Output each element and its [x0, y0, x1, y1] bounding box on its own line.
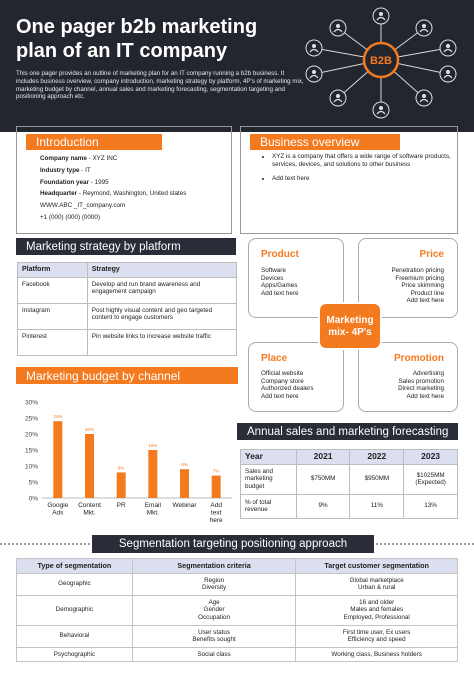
- user-head-icon: [422, 24, 426, 28]
- mix-center-line1: Marketing: [326, 315, 374, 326]
- b2b-network-graphic: [300, 0, 474, 132]
- promotion-item: Sales promotion: [398, 377, 444, 385]
- segmentation-type: Psychographic: [17, 647, 133, 662]
- segmentation-criteria: [132, 647, 296, 662]
- col-2023: 2023: [404, 450, 458, 465]
- price-item: Freemium pricing: [395, 274, 444, 282]
- table-row: [17, 595, 458, 625]
- segmentation-target-line: 16 and older: [359, 598, 395, 606]
- y-tick-label: 0%: [28, 495, 38, 503]
- y-tick-label: 25%: [24, 415, 38, 423]
- table-row: % of total revenue 9% 11% 13%: [241, 494, 458, 518]
- segmentation-heading: Segmentation targeting positioning approach: [92, 535, 374, 553]
- price-item: Penetration pricing: [391, 267, 444, 274]
- introduction-heading: Introduction: [26, 134, 162, 150]
- place-block: [261, 353, 341, 400]
- table-row: [17, 625, 458, 647]
- price-item: Add text here: [406, 297, 444, 305]
- table-row: [17, 573, 458, 595]
- x-tick-label: Google: [47, 502, 69, 509]
- bar-data-label: 8%: [117, 465, 125, 471]
- promotion-item: Advertising: [412, 370, 444, 377]
- y-tick-label: 30%: [24, 399, 38, 407]
- b2b-badge-label: B2B: [369, 55, 393, 67]
- budget-bar: [148, 450, 157, 498]
- segmentation-target-line: Urban & rural: [357, 584, 396, 592]
- user-head-icon: [336, 94, 340, 98]
- price-item: Product line: [410, 289, 444, 297]
- col-type: Type of segmentation: [17, 559, 133, 574]
- marketing-mix-center: [318, 302, 382, 350]
- marketing-strategy-table: [17, 262, 237, 356]
- user-head-icon: [422, 94, 426, 98]
- table-row: [17, 647, 458, 662]
- place-item: Add text here: [261, 392, 299, 400]
- table-row: Pinterest Pin website links to increase website traffic: [18, 329, 237, 355]
- segmentation-criteria-line: Age: [208, 598, 220, 606]
- product-item: Devices: [261, 274, 284, 282]
- y-tick-label: 10%: [24, 463, 38, 471]
- segmentation-target-line: Males and females: [350, 606, 404, 614]
- segmentation-table: [16, 558, 458, 662]
- product-block: [261, 249, 341, 297]
- budget-bar: [53, 421, 62, 498]
- segmentation-target: [296, 625, 458, 647]
- budget-bar: [117, 472, 126, 498]
- page-title: One pager b2b marketing plan of an IT company: [16, 16, 258, 62]
- segmentation-target-line: Working class, Business holders: [331, 650, 422, 658]
- segmentation-target: [296, 647, 458, 662]
- segmentation-target: [296, 595, 458, 625]
- segmentation-criteria: [132, 573, 296, 595]
- page-description: This one pager provides an outline of marketing plan for an IT company running a b2b business. It includes business overview, company introduction, marketing strategy by platform, 4P's of marketing mix, marketing budget by channel, annual sales and marketing forecasting, segmentation targeting and positioning approach etc.: [16, 70, 304, 101]
- business-overview-bullets: [262, 153, 452, 183]
- segmentation-target-line: Global marketplace: [349, 576, 404, 584]
- user-head-icon: [446, 44, 450, 48]
- segmentation-criteria-line: Social class: [197, 650, 231, 658]
- bar-data-label: 7%: [212, 468, 220, 474]
- table-row: Sales and marketing budget $750MM $950MM $1025MM (Expected): [241, 464, 458, 494]
- x-tick-label: Add: [210, 502, 222, 509]
- segmentation-criteria-line: Region: [204, 576, 225, 584]
- col-2022: 2022: [350, 450, 404, 465]
- headquarter-row: Headquarter - Reymond, Washington, United states: [40, 190, 187, 198]
- col-target: Target customer segmentation: [296, 559, 458, 574]
- segmentation-criteria-line: Benefits sought: [192, 636, 236, 644]
- x-tick-label: Ads: [52, 509, 64, 517]
- col-criteria: Segmentation criteria: [132, 559, 296, 574]
- introduction-details: [40, 153, 230, 224]
- x-tick-label: Email: [144, 502, 161, 509]
- user-head-icon: [446, 70, 450, 74]
- product-item: Add text here: [261, 289, 299, 297]
- overview-bullet: • Add text here: [272, 175, 452, 183]
- budget-bar: [85, 434, 94, 498]
- promotion-title: Promotion: [394, 353, 444, 364]
- product-item: Software: [261, 267, 286, 274]
- segmentation-target-line: First time user, Ex users: [342, 628, 411, 636]
- forecast-heading: Annual sales and marketing forecasting: [237, 423, 458, 440]
- marketing-strategy-heading: Marketing strategy by platform: [16, 238, 236, 255]
- bar-data-label: 15%: [148, 443, 158, 448]
- bar-data-label: 20%: [84, 427, 95, 432]
- x-tick-label: here: [209, 517, 223, 524]
- segmentation-type: Demographic: [17, 595, 133, 625]
- segmentation-criteria: [132, 595, 296, 625]
- product-item: Apps/Games: [261, 282, 298, 290]
- place-title: Place: [261, 353, 288, 364]
- user-head-icon: [312, 70, 316, 74]
- phone-number: +1 (000) (000) (0000): [40, 213, 101, 221]
- segmentation-type: Geographic: [17, 573, 133, 595]
- user-head-icon: [312, 44, 316, 48]
- user-head-icon: [379, 106, 383, 110]
- overview-bullet: • XYZ is a company that offers a wide range of software products, services, devices, and solutions to other business: [272, 153, 452, 169]
- budget-bar-chart: [16, 394, 238, 524]
- promotion-item: Direct marketing: [398, 385, 444, 393]
- table-row: Facebook Develop and run brand awareness and engagement campaign: [18, 277, 237, 303]
- bar-data-label: 24%: [53, 414, 63, 420]
- company-name-row: Company name - XYZ INC: [40, 155, 118, 162]
- foundation-row: Foundation year - 1995: [40, 178, 109, 186]
- segmentation-criteria-line: User status: [198, 628, 230, 636]
- industry-row: Industry type - IT: [40, 166, 91, 174]
- segmentation-target: [296, 573, 458, 595]
- segmentation-criteria: [132, 625, 296, 647]
- place-item: Official website: [261, 370, 304, 377]
- table-row: Instagram Post highly visual content and geo targeted content to engage customers: [18, 303, 237, 329]
- x-tick-label: Mkt.: [146, 509, 159, 517]
- business-overview-heading: Business overview: [250, 134, 400, 150]
- price-item: Price skimming: [401, 282, 444, 290]
- budget-bar: [212, 476, 221, 498]
- mix-center-line2: mix- 4P's: [328, 327, 372, 338]
- forecast-table: [240, 449, 458, 519]
- price-block: [362, 249, 444, 305]
- segmentation-target-line: Efficiency and speed: [347, 636, 406, 644]
- user-head-icon: [336, 24, 340, 28]
- y-tick-label: 5%: [28, 479, 38, 487]
- y-tick-label: 15%: [24, 447, 38, 455]
- place-item: Authorized dealers: [261, 385, 314, 393]
- price-title: Price: [419, 249, 444, 260]
- segmentation-criteria-line: Gender: [203, 606, 225, 614]
- product-title: Product: [261, 249, 299, 260]
- place-item: Company store: [261, 377, 304, 385]
- col-year: Year: [241, 450, 297, 465]
- promotion-item: Add text here: [406, 392, 444, 400]
- col-platform: Platform: [18, 263, 88, 278]
- col-2021: 2021: [296, 450, 350, 465]
- user-head-icon: [379, 12, 383, 16]
- x-tick-label: Content: [78, 502, 101, 509]
- website-link[interactable]: WWW.ABC _IT_company.com: [40, 202, 126, 210]
- marketing-budget-heading: Marketing budget by channel: [16, 367, 238, 384]
- x-tick-label: text: [210, 509, 222, 517]
- segmentation-type: Behavioral: [17, 625, 133, 647]
- y-tick-label: 20%: [24, 431, 38, 439]
- segmentation-criteria-line: Occupation: [198, 613, 230, 621]
- bar-data-label: 9%: [181, 462, 188, 468]
- x-tick-label: Mkt.: [83, 509, 96, 517]
- budget-bar: [180, 469, 189, 498]
- promotion-block: [362, 353, 444, 400]
- segmentation-target-line: Employed, Professional: [343, 613, 410, 621]
- col-strategy: Strategy: [87, 263, 236, 278]
- x-tick-label: Webinar: [172, 502, 197, 509]
- segmentation-criteria-line: Diversity: [201, 584, 227, 592]
- x-tick-label: PR: [116, 502, 126, 509]
